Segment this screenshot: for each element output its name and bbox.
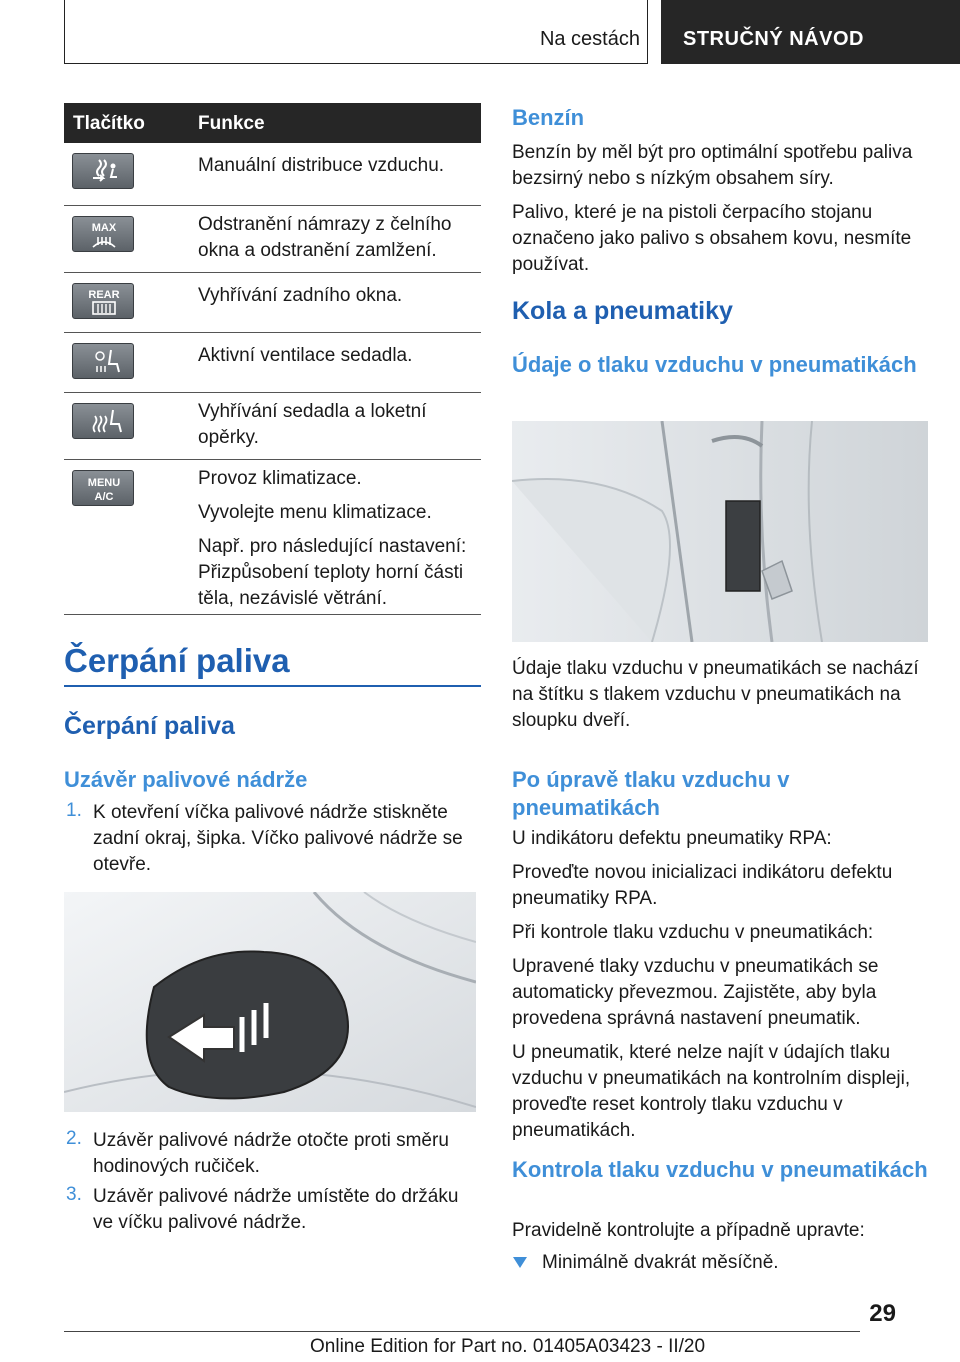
max-label: MAX: [91, 222, 117, 234]
topic-title: Kontrola tlaku vzduchu v pneumatikách: [512, 1157, 928, 1182]
bullet-text: Minimálně dvakrát měsíčně.: [542, 1252, 779, 1273]
header-chapter-tab: [661, 0, 960, 64]
function-line: Vyvolejte menu klimatizace.: [198, 502, 432, 523]
seat-ventilation-icon: [72, 343, 134, 379]
table-cell-function: Vyhřívání sedadla a loketní opěrky.: [198, 401, 427, 448]
tyre-pressure-label: [726, 501, 760, 591]
page-number: 29: [869, 1300, 896, 1327]
paragraph: Palivo, které je na pistoli čerpacího stojanu označeno jako palivo s obsahem kovu, nesmíte používat.: [512, 202, 912, 275]
table-row: [64, 206, 481, 273]
step-number: 1.: [66, 800, 82, 821]
menu-label: MENU: [87, 477, 121, 489]
table-cell-function: [198, 466, 481, 620]
triangle-bullet-icon: [513, 1257, 527, 1268]
paragraph: U pneumatik, které nelze najít v údajích tlaku vzduchu v pneumatikách na kontrolním displeji, proveďte reset kontroly tlaku vzduchu v pneumatikách.: [512, 1042, 911, 1141]
function-line: Provoz klimatizace.: [198, 468, 362, 489]
table-header-button: Tlačítko: [73, 113, 145, 134]
table-row: [64, 273, 481, 333]
table-cell-function: Aktivní ventilace sedadla.: [198, 345, 413, 366]
topic-title: Uzávěr palivové nádrže: [64, 767, 308, 792]
rear-label: REAR: [88, 289, 120, 301]
table-cell-function: Manuální distribuce vzduchu.: [198, 155, 445, 176]
table-cell-function: Odstranění námrazy z čelního okna a odstranění zamlžení.: [198, 214, 452, 261]
subsection-title: Čerpání paliva: [64, 712, 235, 740]
rear-window-heating-icon: [72, 283, 134, 319]
header-section: Na cestách: [539, 28, 640, 50]
step-text: Uzávěr palivové nádrže otočte proti směru hodinových ručiček.: [93, 1130, 449, 1177]
step-text: K otevření víčka palivové nádrže stiskněte zadní okraj, šipka. Víčko palivové nádrže se otevře.: [93, 802, 463, 875]
topic-title: Benzín: [512, 105, 585, 130]
step-number: 2.: [66, 1128, 82, 1149]
function-line: Např. pro následující nastavení: Přizpůsobení teploty horní části těla, nezávislé větrání.: [198, 536, 467, 609]
topic-title: Údaje o tlaku vzduchu v pneumatikách: [512, 352, 917, 377]
benzin-text: [512, 140, 928, 286]
air-distribution-icon: [72, 153, 134, 189]
section-title: Kola a pneumatiky: [512, 297, 733, 325]
table-header-function: Funkce: [198, 113, 265, 134]
door-pillar-illustration: [512, 421, 928, 642]
paragraph: Pravidelně kontrolujte a případně upravte:: [512, 1220, 865, 1241]
table-cell-function: Vyhřívání zadního okna.: [198, 285, 403, 306]
ac-label: A/C: [94, 491, 114, 503]
paragraph: Upravené tlaky vzduchu v pneumatikách se automaticky převezmou. Zajistěte, aby byla provedena správná nastavení pneumatik.: [512, 956, 879, 1029]
button-function-table: [64, 103, 481, 615]
step-number: 3.: [66, 1184, 82, 1205]
table-row: [64, 393, 481, 460]
paragraph: U indikátoru defektu pneumatiky RPA:: [512, 828, 832, 849]
footer-rule: [64, 1331, 860, 1332]
table-header: [64, 103, 481, 143]
table-row: [64, 460, 481, 615]
footer-edition: Online Edition for Part no. 01405A03423 - II/20: [310, 1336, 706, 1357]
tyre-adjust-text: [512, 826, 928, 1152]
header-chapter: STRUČNÝ NÁVOD: [683, 28, 864, 50]
paragraph: Proveďte novou inicializaci indikátoru defektu pneumatiky RPA.: [512, 862, 893, 909]
fuel-flap-illustration: [64, 892, 476, 1112]
paragraph: Benzín by měl být pro optimální spotřebu paliva bezsirný nebo s nízkým obsahem síry.: [512, 142, 913, 189]
section-title: Čerpání paliva: [64, 642, 290, 679]
seat-heating-icon: [72, 403, 134, 439]
paragraph: Při kontrole tlaku vzduchu v pneumatikách:: [512, 922, 874, 943]
menu-ac-icon: [72, 470, 134, 506]
topic-title: Po úpravě tlaku vzduchu v pneumatikách: [512, 767, 790, 820]
tyre-pressure-caption: Údaje tlaku vzduchu v pneumatikách se nachází na štítku s tlakem vzduchu v pneumatikách na sloupku dveří.: [512, 658, 919, 731]
section-title-rule: [64, 685, 481, 687]
table-row: [64, 333, 481, 393]
max-defrost-icon: [72, 216, 134, 252]
step-text: Uzávěr palivové nádrže umístěte do držáku ve víčku palivové nádrže.: [93, 1186, 459, 1233]
table-row: [64, 143, 481, 206]
